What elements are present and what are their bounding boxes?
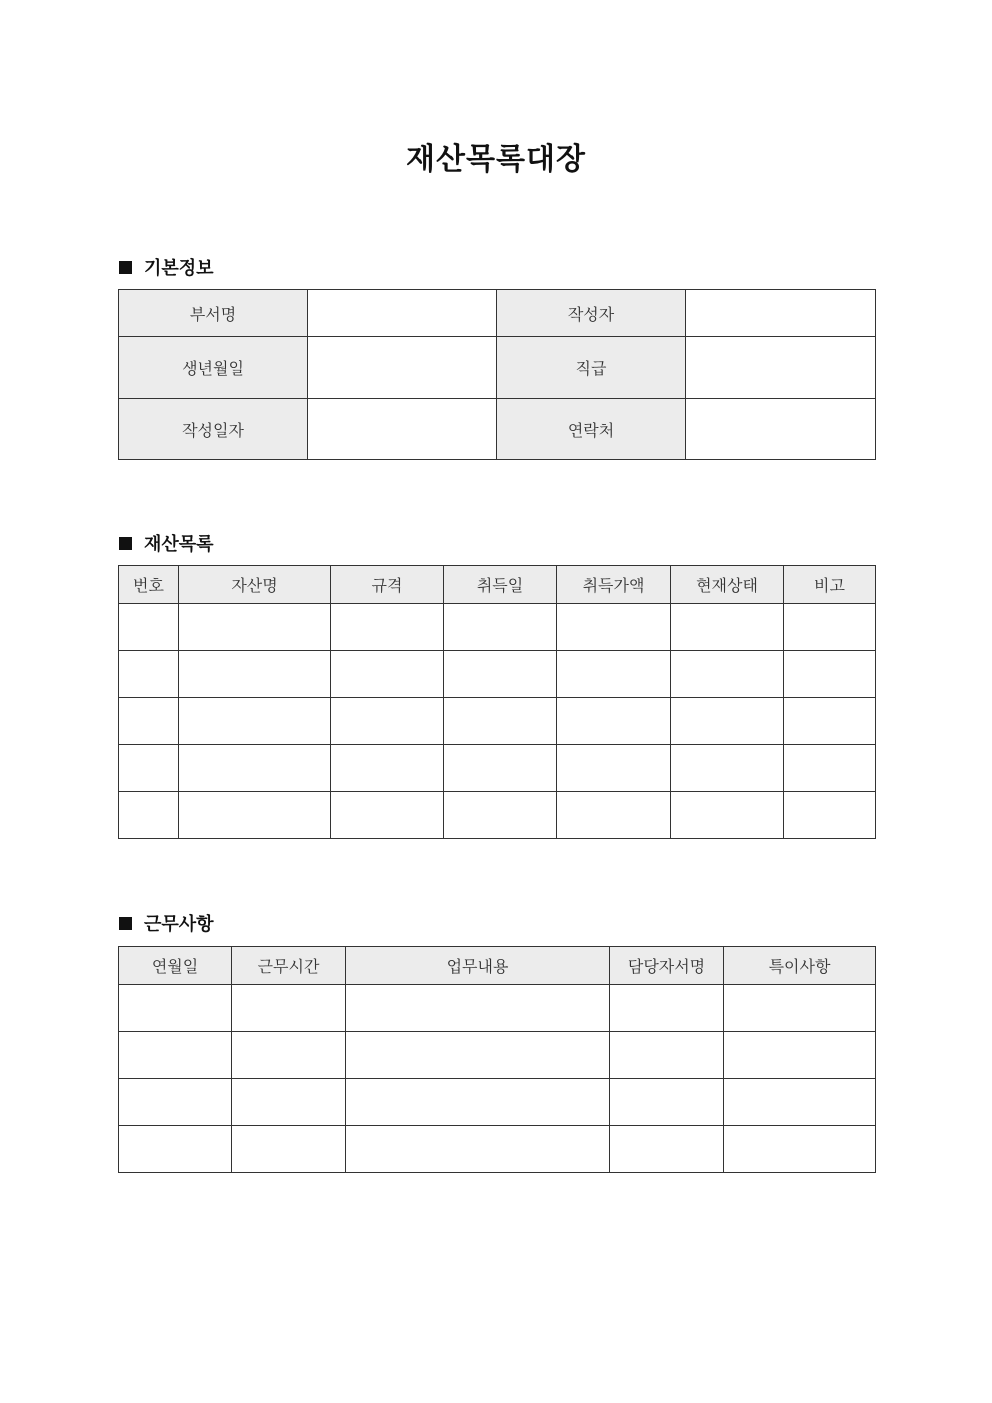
- table-cell[interactable]: [179, 745, 331, 792]
- label-birthdate: 생년월일: [119, 337, 308, 399]
- table-cell[interactable]: [610, 1079, 724, 1126]
- table-row: [119, 1079, 876, 1126]
- table-cell[interactable]: [557, 651, 671, 698]
- department-field[interactable]: [308, 290, 497, 337]
- table-cell[interactable]: [179, 698, 331, 745]
- col-header-asset-name: 자산명: [179, 566, 331, 604]
- birthdate-field[interactable]: [308, 337, 497, 399]
- table-cell[interactable]: [331, 698, 444, 745]
- table-row: [119, 1032, 876, 1079]
- table-cell[interactable]: [784, 745, 876, 792]
- table-cell[interactable]: [119, 792, 179, 839]
- col-header-acquired-price: 취득가액: [557, 566, 671, 604]
- col-header-work-hours: 근무시간: [232, 947, 346, 985]
- section-heading-basic: [119, 254, 214, 280]
- label-date: 작성일자: [119, 399, 308, 460]
- col-header-spec: 규격: [331, 566, 444, 604]
- table-cell[interactable]: [557, 792, 671, 839]
- table-cell[interactable]: [179, 604, 331, 651]
- table-cell[interactable]: [671, 651, 784, 698]
- table-cell[interactable]: [671, 698, 784, 745]
- section-heading-assets: [119, 530, 214, 556]
- table-cell[interactable]: [444, 698, 557, 745]
- table-cell[interactable]: [232, 1032, 346, 1079]
- table-cell[interactable]: [232, 1126, 346, 1173]
- table-cell[interactable]: [784, 604, 876, 651]
- table-header-row: [119, 566, 876, 604]
- table-cell[interactable]: [610, 1126, 724, 1173]
- table-row: [119, 651, 876, 698]
- table-row: [119, 985, 876, 1032]
- col-header-notes: 특이사항: [724, 947, 876, 985]
- work-table: [118, 946, 876, 1173]
- table-cell[interactable]: [784, 651, 876, 698]
- table-row: [119, 290, 876, 337]
- section-title: 기본정보: [144, 258, 214, 279]
- col-header-number: 번호: [119, 566, 179, 604]
- contact-field[interactable]: [686, 399, 876, 460]
- table-cell[interactable]: [119, 985, 232, 1032]
- table-cell[interactable]: [444, 651, 557, 698]
- table-cell[interactable]: [331, 604, 444, 651]
- document-title: 재산목록대장: [406, 142, 586, 177]
- section-title: 재산목록: [144, 534, 214, 555]
- table-cell[interactable]: [444, 745, 557, 792]
- asset-table: [118, 565, 876, 839]
- table-cell[interactable]: [346, 1032, 610, 1079]
- table-cell[interactable]: [444, 604, 557, 651]
- table-cell[interactable]: [119, 698, 179, 745]
- table-cell[interactable]: [724, 1079, 876, 1126]
- table-cell[interactable]: [346, 1126, 610, 1173]
- date-field[interactable]: [308, 399, 497, 460]
- col-header-date: 연월일: [119, 947, 232, 985]
- table-row: [119, 792, 876, 839]
- table-cell[interactable]: [610, 985, 724, 1032]
- square-bullet-icon: [119, 917, 132, 930]
- table-cell[interactable]: [179, 792, 331, 839]
- label-writer: 작성자: [497, 290, 686, 337]
- col-header-status: 현재상태: [671, 566, 784, 604]
- table-cell[interactable]: [119, 604, 179, 651]
- table-cell[interactable]: [346, 985, 610, 1032]
- table-row: [119, 745, 876, 792]
- writer-field[interactable]: [686, 290, 876, 337]
- table-cell[interactable]: [671, 604, 784, 651]
- table-cell[interactable]: [724, 985, 876, 1032]
- table-cell[interactable]: [232, 1079, 346, 1126]
- table-cell[interactable]: [784, 698, 876, 745]
- square-bullet-icon: [119, 261, 132, 274]
- table-cell[interactable]: [331, 745, 444, 792]
- label-position: 직급: [497, 337, 686, 399]
- table-cell[interactable]: [610, 1032, 724, 1079]
- table-cell[interactable]: [557, 604, 671, 651]
- table-cell[interactable]: [119, 651, 179, 698]
- section-heading-work: [119, 910, 214, 936]
- table-row: [119, 1126, 876, 1173]
- basic-info-table: [118, 289, 876, 460]
- col-header-manager-signature: 담당자서명: [610, 947, 724, 985]
- table-cell[interactable]: [444, 792, 557, 839]
- table-cell[interactable]: [557, 698, 671, 745]
- table-cell[interactable]: [331, 792, 444, 839]
- table-row: [119, 399, 876, 460]
- table-cell[interactable]: [119, 1079, 232, 1126]
- col-header-acquired-date: 취득일: [444, 566, 557, 604]
- section-title: 근무사항: [144, 914, 214, 935]
- square-bullet-icon: [119, 537, 132, 550]
- label-contact: 연락처: [497, 399, 686, 460]
- table-cell[interactable]: [119, 1032, 232, 1079]
- table-cell[interactable]: [784, 792, 876, 839]
- table-cell[interactable]: [346, 1079, 610, 1126]
- table-cell[interactable]: [724, 1032, 876, 1079]
- table-cell[interactable]: [724, 1126, 876, 1173]
- table-cell[interactable]: [119, 745, 179, 792]
- table-row: [119, 698, 876, 745]
- position-field[interactable]: [686, 337, 876, 399]
- table-cell[interactable]: [179, 651, 331, 698]
- label-department: 부서명: [119, 290, 308, 337]
- table-cell[interactable]: [671, 792, 784, 839]
- table-cell[interactable]: [557, 745, 671, 792]
- table-cell[interactable]: [119, 1126, 232, 1173]
- table-cell[interactable]: [232, 985, 346, 1032]
- col-header-remarks: 비고: [784, 566, 876, 604]
- table-header-row: [119, 947, 876, 985]
- table-cell[interactable]: [331, 651, 444, 698]
- table-cell[interactable]: [671, 745, 784, 792]
- table-row: [119, 604, 876, 651]
- table-row: [119, 337, 876, 399]
- col-header-work-content: 업무내용: [346, 947, 610, 985]
